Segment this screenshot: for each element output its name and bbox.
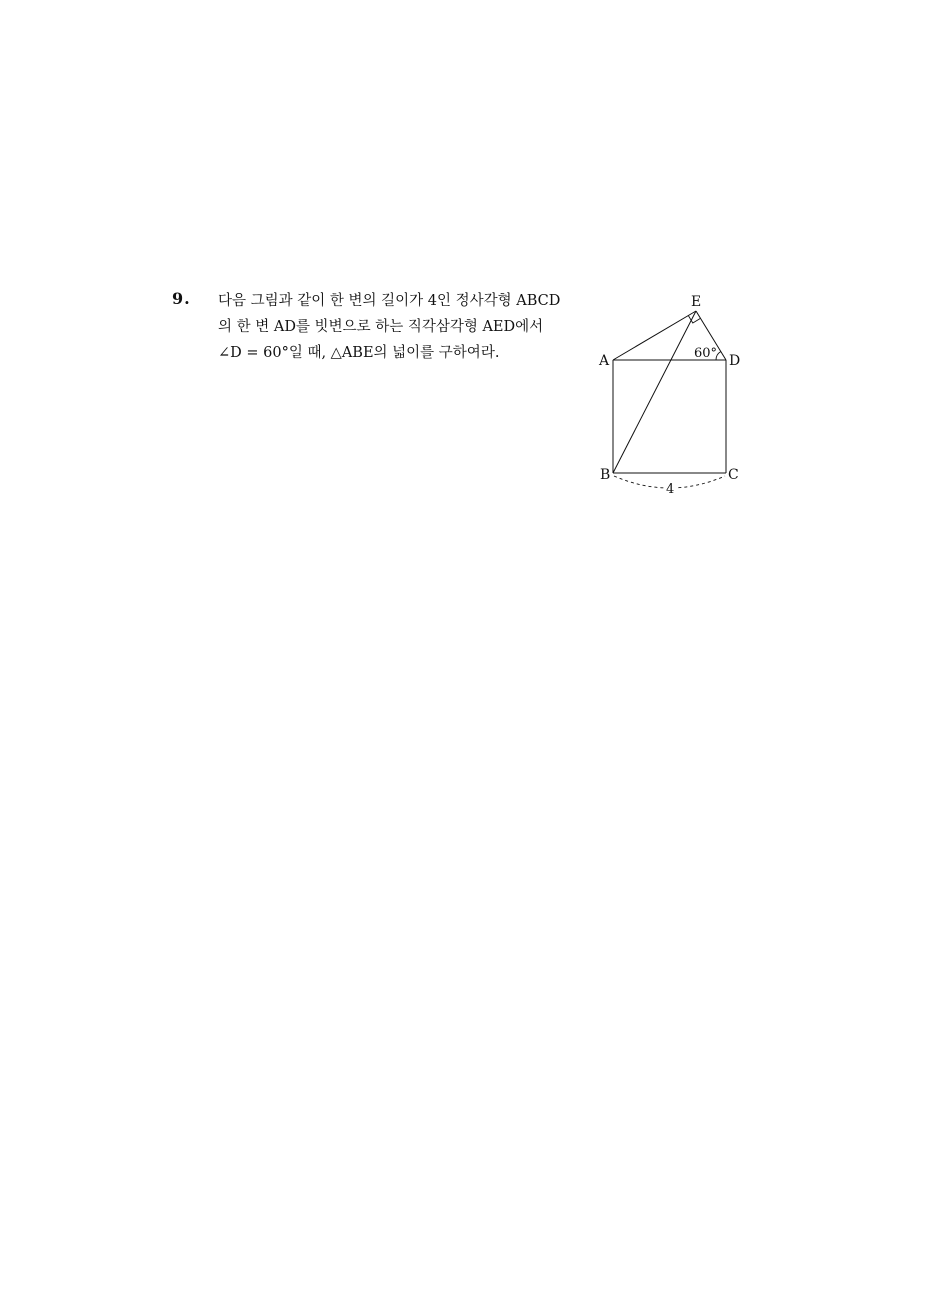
problem-text-line-3: ∠D = 60°일 때, △ABE의 넓이를 구하여라. xyxy=(218,345,500,361)
vertex-label-b: B xyxy=(600,467,611,483)
problem-text-line-1: 다음 그림과 같이 한 변의 길이가 4인 정사각형 ABCD xyxy=(218,293,561,309)
vertex-label-e: E xyxy=(691,294,702,310)
problem-number: 9. xyxy=(172,289,191,308)
problem-text xyxy=(218,288,588,366)
geometry-figure-svg xyxy=(590,288,750,498)
vertex-label-c: C xyxy=(728,467,739,483)
geometry-figure xyxy=(590,288,750,498)
vertex-label-a: A xyxy=(599,353,610,369)
angle-label-60: 60° xyxy=(694,346,718,361)
vertex-label-d: D xyxy=(729,353,741,369)
side-length-label: 4 xyxy=(666,482,675,497)
problem-text-line-2: 의 한 변 AD를 빗변으로 하는 직각삼각형 AED에서 xyxy=(218,319,544,335)
